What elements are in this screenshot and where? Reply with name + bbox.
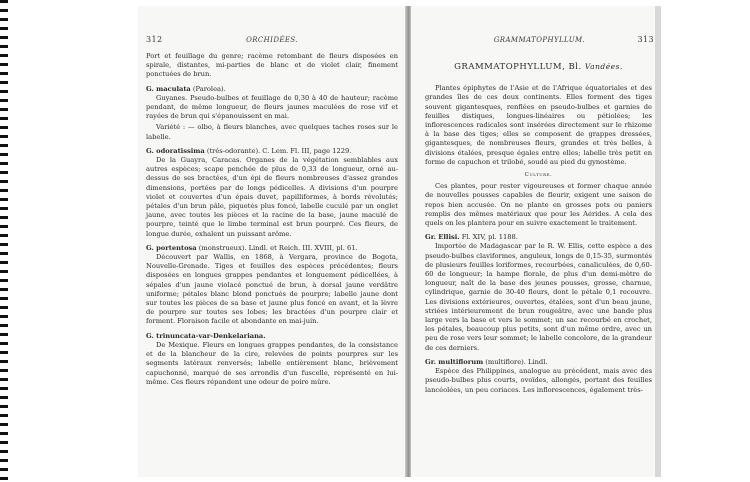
right-page-text bbox=[425, 52, 652, 397]
section-heading: Culture. bbox=[524, 172, 553, 179]
left-page-text bbox=[146, 52, 398, 389]
species-title bbox=[146, 147, 398, 156]
species-title bbox=[146, 244, 398, 253]
body-paragraph: Guyanes. Pseudo-bulbes et feuillage de 0,30 à 40 de hauteur; racème pendant, de même longueur, de fleurs jaunes maculées de rose vif et rayées de brun qui s'épanouissent en mai. bbox=[146, 93, 398, 121]
species-reference: Fl. XIV, pl. 1188. bbox=[459, 233, 518, 242]
species-name: Gr. Ellisi. bbox=[425, 233, 460, 242]
body-paragraph: De la Guayra, Caracas. Organes de la végétation semblables aux autres espèces; scape penchée de plus de 0,33 de longueur, orné au-dessus de ses bractées, d'un épi de fleurs nombreuses d'assez grandes dimensions, portées par de longs pédicelles. A divisions d'un pourpre violet et couvertes d'un épais duvet, papilliformes, à bords révolutés; pétales d'un brun pâle, piquetés plus foncé, labelle cuculé par un onglet jaune, avec toutes les pièces et la racine de la base, jaune maculé de pourpre, teinté que le limbe terminal est brun pourpré. Ces fleurs, de longue durée, exhalent un puissant arôme. bbox=[146, 156, 398, 238]
right-page-number: 313 bbox=[637, 35, 654, 44]
species-reference: (multiflore). Lindl. bbox=[483, 357, 548, 366]
species-reference: (trés-odorante). C. Lem. Fl. III, page 1229. bbox=[204, 146, 352, 155]
left-page-number: 312 bbox=[146, 35, 163, 44]
body-paragraph: De Mexique. Fleurs en longues grappes pendantes, de la consistance et de la blancheur de la cire, relevées de points pourpres sur les segments latéraux renversés; labelle entièrement blanc, brièvement capuchonné, marqué de ses arrondis d'un fuscelle, représenté en lui-même. Ces fleurs répandent une odeur de poire mûre. bbox=[146, 340, 398, 386]
body-paragraph: Plantes épiphytes de l'Asie et de l'Afrique équatoriales et des grandes îles de ces deux continents. Elles forment des tiges souvent gigantesques, renflées en pseudo-bulbes et garnies de feuilles distiques, longues-linéaires ou pétiolées; les inflorescences radicales sont insérées directement sur le rhizome à la base des tiges; elles se composent de grappes dressées, gigantesques, de nombreuses fleurs, grandes et très belles, à divisions étalées, presque égales entre elles; labelle très petit en forme de capuchon et trilobé, soudé au pied du gynostème. bbox=[425, 84, 652, 166]
species-name: G. portentosa bbox=[146, 243, 197, 252]
body-paragraph: Découvert par Wallis, en 1868, à Vergara, province de Bogota, Nouvelle-Grenade. Tiges et feuilles des espèces précédentes; fleurs disposées en longues grappes pendantes et longuement pédicellées, à sépales d'un jaune violacé ponctué de brun, à dorsal jaune verdâtre uniforme; pétales blanc blond ponctués de pourpre; labelle jaune dont sur toutes les pièces de sa base et jaune plus foncé en avant, et la lèvre de pourpre sur toutes ses lobes; les bractées d'un pourpre clair et forment. Floraison facile et abondante en mai-juin. bbox=[146, 253, 398, 326]
right-page-header bbox=[425, 36, 654, 44]
scan-edge bbox=[0, 0, 8, 482]
species-title bbox=[425, 233, 652, 242]
species-name: G. maculata bbox=[146, 84, 191, 93]
body-paragraph: Variété : — olbo, à fleurs blanches, avec quelques taches roses sur le labelle. bbox=[146, 123, 398, 141]
genus-tribe: Vandées. bbox=[584, 62, 623, 71]
species-reference: (monstrueux). Lindl. et Reich. III. XVIII, pl. 61. bbox=[196, 243, 358, 252]
page-edge-shadow bbox=[655, 6, 661, 477]
body-paragraph: Espèce des Philippines, analogue au précédent, mais avec des pseudo-bulbes plus courts, ovoïdes, allongés, portant des feuilles lancéolées, un peu coriaces. Les inflorescences, également très- bbox=[425, 367, 652, 394]
species-title bbox=[146, 85, 398, 94]
species-reference: (Parolea). bbox=[190, 84, 226, 93]
body-paragraph: Ces plantes, pour rester vigoureuses et former chaque année de nouvelles pousses capables de fleurir, exigent une saison de repos bien accusée. On ne plante en grosses pots ou paniers remplis des mêmes matériaux que pour les Aérides. A cela des quels on les plantera pour en suivre exactement le traitement. bbox=[425, 182, 652, 228]
species-title bbox=[425, 358, 652, 367]
left-page bbox=[138, 6, 406, 477]
species-title bbox=[146, 332, 398, 341]
species-name: G. trinuncata-var-Denkelariana. bbox=[146, 331, 266, 340]
genus-name: GRAMMATOPHYLLUM, Bl. bbox=[454, 62, 582, 72]
species-name: G. odoratissima bbox=[146, 146, 205, 155]
right-page bbox=[411, 6, 660, 477]
left-running-title: ORCHIDÉES. bbox=[246, 36, 298, 44]
right-running-title: GRAMMATOPHYLLUM. bbox=[493, 36, 586, 44]
genus-title bbox=[425, 62, 652, 72]
species-name: Gr. multiflorum bbox=[425, 357, 484, 366]
left-page-header bbox=[146, 36, 398, 44]
body-paragraph: Port et feuillage du genre; racème retombant de fleurs disposées en spirale, distantes, mi-parties de blanc et de violet clair, finement ponctuées de brun. bbox=[146, 52, 398, 79]
body-paragraph: Importée de Madagascar par le R. W. Ellis, cette espèce a des pseudo-bulbes claviformes, anguleux, longs de 0,15-35, surmontés de plusieurs feuilles loriformes, recourbées, canaliculées, de 0,60-60 de longueur; la hampe florale, de plus d'un demi-mètre de longueur, naît de la base des jeunes pousses, grosse, charnue, cylindrique, garnie de 30-40 fleurs, dont le pétale 0,1 recouvre. Les divisions extérieures, ouvertes, étalées, sont d'un beau jaune, striées intérieurement de brun rougeâtre, avec une bande plus large vers la base et vers le sommet; un sac recourbé en crochet, les pétales, beaucoup plus petits, sont d'un même ordre, avec un peu de rose vers leur sommet; le labelle concolore, de la grandeur de ces derniers. bbox=[425, 242, 652, 352]
